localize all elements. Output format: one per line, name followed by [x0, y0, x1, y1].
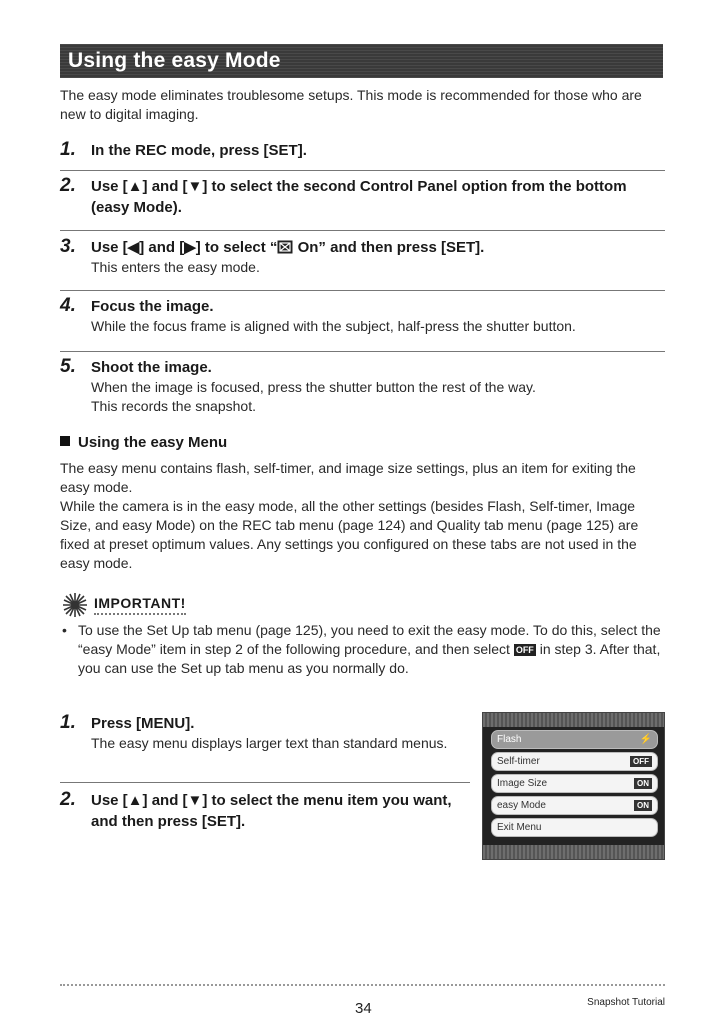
menu-item-badge: ON	[634, 778, 652, 789]
menu-step-2	[60, 790, 470, 832]
easy-mode-icon	[277, 240, 293, 254]
section-paragraph: While the camera is in the easy mode, all the other settings (besides Flash, Self-timer, Image Size, and easy Mode) on the REC tab menu (page 124) and Quality tab menu (page 125) are fixed at preset optimum values. Any settings you configured on these tabs are not used in the easy mode.	[60, 498, 639, 571]
divider	[60, 170, 665, 171]
step-heading-part: Use [◀] and [▶] to select “	[91, 239, 278, 256]
page-title: Using the easy Mode	[68, 49, 281, 72]
menu-item-flash	[491, 730, 658, 749]
step-heading: Shoot the image.	[91, 359, 212, 376]
page-number: 34	[355, 1000, 372, 1017]
easy-menu-screenshot	[482, 712, 665, 860]
flash-icon: ⚡	[639, 734, 652, 745]
step-heading: In the REC mode, press [SET].	[91, 142, 307, 159]
menu-item-self-timer	[491, 752, 658, 771]
step-description: This records the snapshot.	[91, 398, 256, 414]
important-star-icon	[60, 590, 90, 620]
step-description: The easy menu displays larger text than standard menus.	[91, 735, 448, 751]
menu-item-image-size	[491, 774, 658, 793]
step-2	[60, 176, 665, 218]
menu-item-label: Self-timer	[497, 756, 540, 767]
menu-item-badge: ON	[634, 800, 652, 811]
divider	[60, 351, 665, 352]
step-number: 2.	[60, 789, 76, 810]
menu-item-badge: OFF	[630, 756, 652, 767]
bullet-text	[78, 621, 665, 678]
step-heading	[91, 237, 665, 258]
title-bar	[60, 44, 663, 78]
step-description: While the focus frame is aligned with the subject, half-press the shutter button.	[91, 318, 576, 334]
menu-top-bar	[483, 713, 664, 727]
off-badge: OFF	[515, 645, 534, 655]
menu-item-easy-mode	[491, 796, 658, 815]
intro-paragraph: The easy mode eliminates troublesome setups. This mode is recommended for those who are new to digital imaging.	[60, 87, 642, 122]
menu-item-label: Exit Menu	[497, 822, 542, 833]
step-4	[60, 296, 665, 336]
section-body	[60, 459, 665, 573]
menu-step-1	[60, 713, 480, 753]
step-description: When the image is focused, press the shutter button the rest of the way.	[91, 379, 536, 395]
section-heading	[60, 434, 227, 451]
footer-divider	[60, 984, 665, 986]
divider	[60, 782, 470, 783]
step-1	[60, 140, 665, 161]
step-heading: Focus the image.	[91, 298, 214, 315]
step-heading: Use [▲] and [▼] to select the menu item you want, and then press [SET].	[91, 792, 452, 830]
divider	[60, 290, 665, 291]
section-heading-text: Using the easy Menu	[78, 434, 228, 451]
bullet-dot: •	[62, 622, 67, 638]
step-number: 1.	[60, 139, 76, 160]
step-3	[60, 237, 665, 277]
section-paragraph: The easy menu contains flash, self-timer, and image size settings, plus an item for exiting the easy mode.	[60, 460, 636, 495]
important-callout	[60, 590, 186, 620]
menu-item-label: Image Size	[497, 778, 548, 789]
menu-item-exit-menu	[491, 818, 658, 837]
step-heading: Press [MENU].	[91, 715, 195, 732]
important-bullet	[60, 621, 665, 678]
divider	[60, 230, 665, 231]
step-number: 5.	[60, 356, 76, 377]
menu-item-label: easy Mode	[497, 800, 546, 811]
important-label: IMPORTANT!	[94, 595, 186, 615]
bullet-text-part: in step 3. After that, you can use the Set up tab menu as you normally do.	[78, 641, 661, 676]
square-bullet-icon	[60, 436, 70, 446]
step-number: 3.	[60, 236, 76, 257]
step-heading-part: On” and then press [SET].	[293, 239, 485, 256]
menu-item-label: Flash	[497, 734, 522, 745]
step-number: 1.	[60, 712, 76, 733]
step-description: This enters the easy mode.	[91, 259, 260, 275]
bullet-text-part: To use the Set Up tab menu (page 125), you need to exit the easy mode. To do this, select the “easy Mode” item in step 2 of the following procedure, and then select	[78, 622, 661, 657]
menu-bottom-bar	[483, 845, 664, 859]
footer-section-label: Snapshot Tutorial	[587, 997, 665, 1008]
step-number: 2.	[60, 175, 76, 196]
step-5	[60, 357, 665, 416]
step-heading: Use [▲] and [▼] to select the second Control Panel option from the bottom (easy Mode).	[91, 178, 627, 216]
step-number: 4.	[60, 295, 76, 316]
